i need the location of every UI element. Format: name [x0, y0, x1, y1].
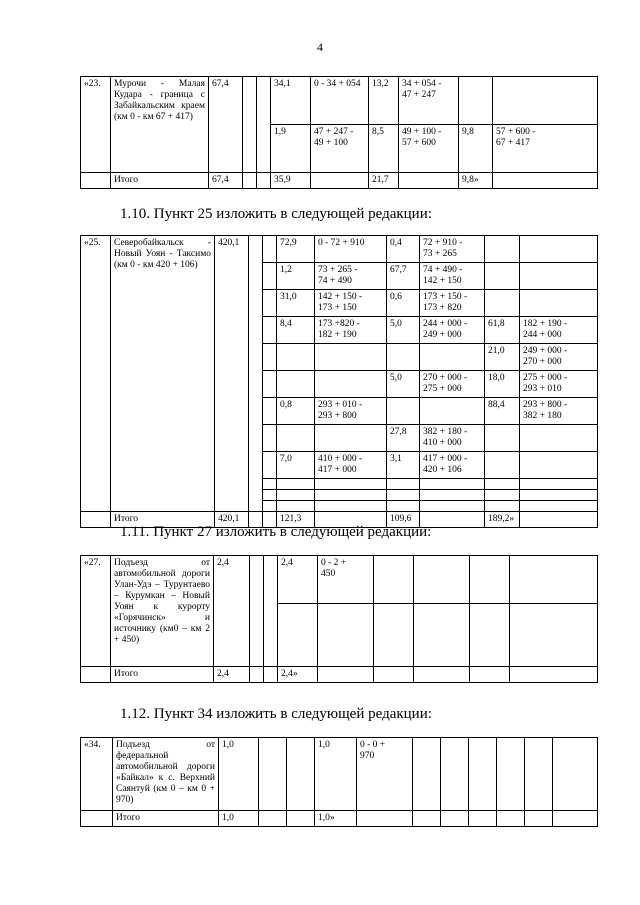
- table-cell: 0 - 72 + 910: [315, 236, 387, 263]
- table-cell: 49 + 100 - 57 + 600: [399, 125, 459, 173]
- table-cell: 420,1: [215, 512, 249, 528]
- table-cell: 0 - 34 + 054: [311, 77, 369, 125]
- section-heading: 1.11. Пункт 27 изложить в следующей редакции:: [120, 524, 432, 540]
- table-cell: 1,0»: [315, 811, 357, 827]
- table-cell: [387, 344, 420, 371]
- table-item-27: [80, 555, 598, 683]
- table-cell: 73 + 265 - 74 + 490: [315, 263, 387, 290]
- table-item-25: [80, 235, 598, 528]
- table-row: [81, 236, 598, 263]
- total-label: Итого: [111, 512, 215, 528]
- table-cell: 27,8: [387, 425, 420, 452]
- table-cell: 2,4»: [278, 667, 318, 683]
- table-cell: 1,0: [219, 811, 259, 827]
- table-cell: 9,8»: [459, 173, 493, 189]
- table-cell: 7,0: [277, 452, 315, 479]
- table-cell: 67,4: [209, 173, 243, 189]
- road-name: Мурочи - Малая Кудара - граница с Забайкальским краем (км 0 - км 67 + 417): [111, 77, 209, 173]
- total-length: 1,0: [219, 738, 259, 811]
- table-cell: [520, 236, 598, 263]
- table-cell: 21,0: [485, 344, 520, 371]
- table-cell: 1,0: [315, 738, 357, 811]
- table-cell: [277, 344, 315, 371]
- table-cell: 61,8: [485, 317, 520, 344]
- table-cell: [277, 371, 315, 398]
- table-cell: [520, 290, 598, 317]
- table-cell: 72,9: [277, 236, 315, 263]
- table-cell: [520, 425, 598, 452]
- table-row: [81, 738, 598, 811]
- table-cell: 244 + 000 - 249 + 000: [420, 317, 485, 344]
- table-cell: 189,2»: [485, 512, 520, 528]
- table-cell: 0 - 2 + 450: [318, 556, 374, 604]
- table-item-34: [80, 737, 598, 827]
- road-name: Северобайкальск - Новый Уоян - Таксимо (км 0 - км 420 + 106): [111, 236, 215, 512]
- table-cell: 5,0: [387, 371, 420, 398]
- table-cell: [493, 77, 598, 125]
- table-cell: 1,9: [271, 125, 311, 173]
- table-row: [81, 77, 598, 125]
- page-number: 4: [317, 40, 323, 54]
- section-heading: 1.10. Пункт 25 изложить в следующей редакции:: [120, 206, 432, 222]
- table-row: [81, 556, 598, 604]
- table-cell: [387, 398, 420, 425]
- table-cell: 410 + 000 - 417 + 000: [315, 452, 387, 479]
- table-cell: [315, 344, 387, 371]
- table-cell: 34 + 054 - 47 + 247: [399, 77, 459, 125]
- table-cell: 270 + 000 - 275 + 000: [420, 371, 485, 398]
- table-cell: 0,6: [387, 290, 420, 317]
- table-cell: 13,2: [369, 77, 399, 125]
- table-cell: [277, 425, 315, 452]
- table-cell: 0 - 0 + 970: [357, 738, 413, 811]
- table-cell: [485, 425, 520, 452]
- table-cell: 35,9: [271, 173, 311, 189]
- table-cell: [420, 344, 485, 371]
- table-cell: 382 + 180 - 410 + 000: [420, 425, 485, 452]
- table-cell: 121,3: [277, 512, 315, 528]
- table-cell: 3,1: [387, 452, 420, 479]
- table-cell: [520, 452, 598, 479]
- table-cell: 142 + 150 - 173 + 150: [315, 290, 387, 317]
- table-cell: 1,2: [277, 263, 315, 290]
- table-cell: [520, 263, 598, 290]
- table-cell: 109,6: [387, 512, 420, 528]
- table-cell: 2,4: [214, 667, 250, 683]
- item-number: «27.: [81, 556, 111, 667]
- table-cell: 18,0: [485, 371, 520, 398]
- table-cell: 57 + 600 - 67 + 417: [493, 125, 598, 173]
- table-cell: 173 + 150 - 173 + 820: [420, 290, 485, 317]
- total-label: Итого: [113, 811, 219, 827]
- table-cell: [485, 263, 520, 290]
- total-row: [81, 811, 598, 827]
- table-cell: 173 +820 - 182 + 190: [315, 317, 387, 344]
- table-cell: [485, 236, 520, 263]
- table-cell: 72 + 910 - 73 + 265: [420, 236, 485, 263]
- table-cell: 275 + 000 - 293 + 010: [520, 371, 598, 398]
- table-cell: 67,7: [387, 263, 420, 290]
- table-cell: 74 + 490 - 142 + 150: [420, 263, 485, 290]
- table-cell: 293 + 010 - 293 + 800: [315, 398, 387, 425]
- table-cell: 182 + 190 - 244 + 000: [520, 317, 598, 344]
- table-cell: 5,0: [387, 317, 420, 344]
- table-cell: [315, 425, 387, 452]
- table-cell: [485, 452, 520, 479]
- item-number: «23.: [81, 77, 111, 173]
- total-length: 67,4: [209, 77, 243, 173]
- table-cell: 0,8: [277, 398, 315, 425]
- item-number: «34.: [81, 738, 113, 811]
- table-cell: [315, 371, 387, 398]
- table-cell: [485, 290, 520, 317]
- table-cell: 0,4: [387, 236, 420, 263]
- total-length: 420,1: [215, 236, 249, 512]
- table-cell: 9,8: [459, 125, 493, 173]
- table-cell: 21,7: [369, 173, 399, 189]
- table-cell: [459, 77, 493, 125]
- total-row: [81, 173, 598, 189]
- table-cell: 88,4: [485, 398, 520, 425]
- total-row: [81, 667, 598, 683]
- table-cell: [420, 398, 485, 425]
- table-cell: 34,1: [271, 77, 311, 125]
- table-cell: 8,5: [369, 125, 399, 173]
- table-cell: 31,0: [277, 290, 315, 317]
- total-length: 2,4: [214, 556, 250, 667]
- table-cell: 293 + 800 - 382 + 180: [520, 398, 598, 425]
- total-label: Итого: [111, 173, 209, 189]
- table-item-23: [80, 76, 598, 189]
- table-cell: 47 + 247 - 49 + 100: [311, 125, 369, 173]
- table-cell: 249 + 000 - 270 + 000: [520, 344, 598, 371]
- total-label: Итого: [111, 667, 214, 683]
- table-cell: 417 + 000 - 420 + 106: [420, 452, 485, 479]
- road-name: Подъезд от автомобильной дороги Улан-Удэ – Турунтаево – Курумкан – Новый Уоян к курорту «Горячинск» и источнику (км0 – км 2 + 450): [111, 556, 214, 667]
- road-name: Подъезд от федеральной автомобильной дороги «Байкал» к с. Верхний Саянтуй (км 0 – км 0 + 970): [113, 738, 219, 811]
- table-cell: 2,4: [278, 556, 318, 604]
- item-number: «25.: [81, 236, 111, 512]
- table-cell: 8,4: [277, 317, 315, 344]
- section-heading: 1.12. Пункт 34 изложить в следующей редакции:: [120, 706, 432, 722]
